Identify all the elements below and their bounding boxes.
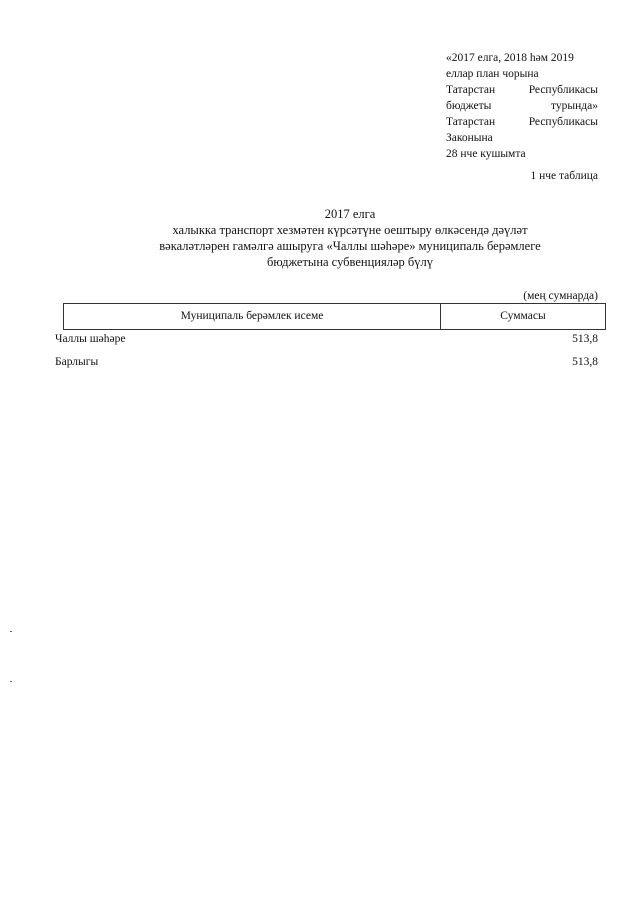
law-reference-block — [446, 50, 598, 162]
title-line-3: вәкаләтләрен гамәлгә ашыруга «Чаллы шәһәре» муниципаль берәмлеге — [159, 239, 541, 253]
table-header-row — [63, 303, 606, 330]
scan-speck — [10, 631, 12, 632]
table-row — [55, 333, 598, 345]
row-amount: 513,8 — [572, 333, 598, 345]
header-line-2: еллар план чорына — [446, 68, 539, 80]
header-line-4-right: турында» — [551, 100, 598, 112]
header-line-3 — [446, 82, 598, 98]
document-title — [70, 206, 630, 270]
header-line-4-left: бюджеты — [446, 100, 492, 112]
header-line-3-left: Татарстан — [446, 84, 496, 96]
header-amount: Суммасы — [441, 304, 606, 329]
table-number: 1 нче таблица — [530, 170, 598, 182]
scan-speck — [10, 681, 12, 682]
title-line-2: халыкка транспорт хезмәтен күрсәтүне оештыру өлкәсендә дәүләт — [172, 223, 528, 237]
header-line-5 — [446, 114, 598, 130]
header-line-5-right: Республикасы — [528, 116, 598, 128]
unit-note: (мең сумнарда) — [523, 290, 598, 302]
header-line-6: Законына — [446, 132, 493, 144]
header-municipality: Муниципаль берәмлек исеме — [63, 304, 441, 329]
header-line-3-right: Республикасы — [528, 84, 598, 96]
title-line-1: 2017 елга — [324, 207, 376, 221]
table-row-total — [55, 356, 598, 368]
total-label: Барлыгы — [55, 356, 99, 368]
row-municipality-name: Чаллы шәһәре — [55, 333, 126, 345]
header-line-4 — [446, 98, 598, 114]
subvention-table — [63, 303, 606, 330]
header-line-7: 28 нче кушымта — [446, 148, 526, 160]
total-amount: 513,8 — [572, 356, 598, 368]
header-line-5-left: Татарстан — [446, 116, 496, 128]
header-line-1: «2017 елга, 2018 һәм 2019 — [446, 52, 574, 64]
title-line-4: бюджетына субвенцияләр бүлү — [267, 255, 433, 269]
